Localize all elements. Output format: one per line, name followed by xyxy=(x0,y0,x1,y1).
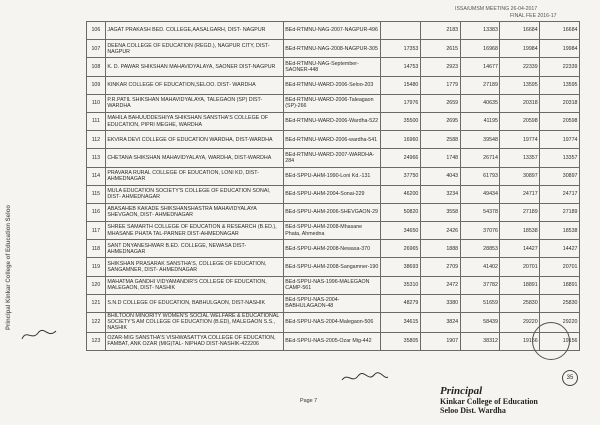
fee-col-5: 30897 xyxy=(540,167,580,185)
fee-col-4: 30897 xyxy=(500,167,540,185)
fee-col-1: 14753 xyxy=(381,58,421,76)
fee-col-4: 29220 xyxy=(500,313,540,333)
fee-col-4: 19156 xyxy=(500,332,540,350)
principal-college: Kinkar College of Education xyxy=(440,397,538,406)
fee-col-4: 19984 xyxy=(500,40,540,58)
fee-col-5: 25830 xyxy=(540,294,580,312)
institution-code: BEd-SPPU-AHM-2008-Mhasane Phata, Ahmedna xyxy=(283,222,380,240)
row-serial: 113 xyxy=(87,149,106,167)
institution-name: CHETANA SHIKSHAN MAHAVIDYALAYA, WARDHA, DIST-WARDHA xyxy=(105,149,283,167)
institution-name: SANT DNYANESHWAR B.ED. COLLEGE, NEWASA DIST-AHMEDNAGAR xyxy=(105,240,283,258)
fee-col-3: 49434 xyxy=(460,185,500,203)
fee-col-2: 2923 xyxy=(420,58,460,76)
fee-col-4: 13357 xyxy=(500,149,540,167)
fee-col-3: 26714 xyxy=(460,149,500,167)
fee-col-3: 51659 xyxy=(460,294,500,312)
fee-col-2: 1888 xyxy=(420,240,460,258)
fee-col-3: 13383 xyxy=(460,22,500,40)
fee-col-4: 18538 xyxy=(500,222,540,240)
institution-name: S.N.D COLLEGE OF EDUCATION, BABHULGAON, DIST-NASHIK xyxy=(105,294,283,312)
institution-code: BEd-RTMNU-NAG-2008-NAGPUR-305 xyxy=(283,40,380,58)
fee-col-1: 26965 xyxy=(381,240,421,258)
table-row xyxy=(87,131,580,149)
fee-col-5: 18891 xyxy=(540,276,580,294)
institution-name: OZAR-MIG SANSTHA'S VISHWASATTYA COLLEGE OF EDUCATION, FAMBAT, ANK OZAR (MIG)TAL- NIPHAD DIST-NASHIK-422206 xyxy=(105,332,283,350)
institution-name: SHREE SAMARTH COLLEGE OF EDUCATION & RESEARCH (B.ED.), MHASANE PHATA TAL-PARNER DIST-AHMEDNAGAR xyxy=(105,222,283,240)
fee-table-body xyxy=(87,22,580,351)
fee-col-2: 2615 xyxy=(420,40,460,58)
row-serial: 123 xyxy=(87,332,106,350)
institution-code: BEd-SPPU-NAS-2004-BABHULAGAON-48 xyxy=(283,294,380,312)
fee-col-3: 37782 xyxy=(460,276,500,294)
table-row xyxy=(87,112,580,130)
fee-col-5: 18538 xyxy=(540,222,580,240)
fee-col-5: 19984 xyxy=(540,40,580,58)
institution-name: MAHATMA GANDHI VIDYAMANDIR'S COLLEGE OF EDUCATION, MALEGAON, DIST- NASHIK xyxy=(105,276,283,294)
table-row xyxy=(87,22,580,40)
institution-name: BHILTOON MINORITY WOMEN'S SOCIAL WELFARE & EDUCATIONAL SOCIETY'S AM COLLEGE OF EDUCATION (B.ED), MALEGAON S.S., NASHIK xyxy=(105,313,283,333)
fee-col-1: 48279 xyxy=(381,294,421,312)
fee-col-2: 2426 xyxy=(420,222,460,240)
fee-col-3: 40635 xyxy=(460,94,500,112)
fee-col-2: 2472 xyxy=(420,276,460,294)
fee-col-1: 15480 xyxy=(381,76,421,94)
table-row xyxy=(87,40,580,58)
institution-name: K. D. PAWAR SHIKSHAN MAHAVIDYALAYA, SAONER DIST-NAGPUR xyxy=(105,58,283,76)
table-row xyxy=(87,222,580,240)
fee-col-4: 16684 xyxy=(500,22,540,40)
row-serial: 106 xyxy=(87,22,106,40)
fee-col-2: 1779 xyxy=(420,76,460,94)
page-circle-number: 35 xyxy=(562,370,578,386)
fee-col-4: 14427 xyxy=(500,240,540,258)
institution-name: P.R.PATIL SHIKSHAN MAHAVIDYALAYA, TALEGAON (SP) DIST- WARDHA xyxy=(105,94,283,112)
institution-name: DEENA COLLEGE OF EDUCATION (REGD.), NAGPUR CITY, DIST-NAGPUR xyxy=(105,40,283,58)
round-seal xyxy=(532,322,570,360)
fee-col-5: 20318 xyxy=(540,94,580,112)
institution-name: SHIKSHAN PRASARAK SANSTHA'S, COLLEGE OF EDUCATION, SANGAMNER, DIST- AHMEDNAGAR xyxy=(105,258,283,276)
fee-col-5: 27189 xyxy=(540,203,580,221)
fee-col-1: 17976 xyxy=(381,94,421,112)
row-serial: 115 xyxy=(87,185,106,203)
fee-col-3: 38312 xyxy=(460,332,500,350)
institution-code: BEd-SPPU-NAS-2005-Ozar Mig-442 xyxy=(283,332,380,350)
fee-col-1 xyxy=(381,22,421,40)
fee-col-5: 13357 xyxy=(540,149,580,167)
row-serial: 109 xyxy=(87,76,106,94)
row-serial: 121 xyxy=(87,294,106,312)
fee-col-2: 3558 xyxy=(420,203,460,221)
table-row xyxy=(87,94,580,112)
institution-code: BEd-SPPU-AHM-2008-Sangamner-190 xyxy=(283,258,380,276)
fee-col-3: 58439 xyxy=(460,313,500,333)
fee-col-4: 24717 xyxy=(500,185,540,203)
row-serial: 122 xyxy=(87,313,106,333)
row-serial: 107 xyxy=(87,40,106,58)
principal-location: Seloo Dist. Wardha xyxy=(440,406,506,415)
institution-code: BEd-SPPU-AHM-2008-Newasa-370 xyxy=(283,240,380,258)
fee-col-1: 46200 xyxy=(381,185,421,203)
institution-name: ABASAHEB KAKADE SHIKSHANSHASTRA MAHAVIDYALAYA SHEVGAON, DIST- AHMEDNAGAR xyxy=(105,203,283,221)
table-row xyxy=(87,258,580,276)
row-serial: 114 xyxy=(87,167,106,185)
final-fee-header: FINAL FEE 2016-17 xyxy=(510,13,557,19)
meeting-header: ISSA/UMSM MEETING 26-04-2017 xyxy=(455,6,538,12)
fee-col-4: 20701 xyxy=(500,258,540,276)
fee-col-5: 20598 xyxy=(540,112,580,130)
row-serial: 120 xyxy=(87,276,106,294)
row-serial: 112 xyxy=(87,131,106,149)
row-serial: 110 xyxy=(87,94,106,112)
fee-col-1: 35500 xyxy=(381,112,421,130)
institution-code: BEd-RTMNU-WARD-2006-Seloo-203 xyxy=(283,76,380,94)
institution-code: BEd-SPPU-AHM-2006-SHEVGAON-29 xyxy=(283,203,380,221)
row-serial: 116 xyxy=(87,203,106,221)
fee-col-3: 37076 xyxy=(460,222,500,240)
row-serial: 118 xyxy=(87,240,106,258)
fee-col-3: 41195 xyxy=(460,112,500,130)
signature-2 xyxy=(20,325,60,345)
fee-col-3: 14677 xyxy=(460,58,500,76)
institution-code: BEd-SPPU-AHM-2004-Sonai-229 xyxy=(283,185,380,203)
fee-col-3: 28853 xyxy=(460,240,500,258)
table-row xyxy=(87,332,580,350)
institution-name: KINKAR COLLEGE OF EDUCATION,SELOO. DIST- WARDHA xyxy=(105,76,283,94)
fee-col-2: 3234 xyxy=(420,185,460,203)
fee-col-4: 27189 xyxy=(500,203,540,221)
fee-col-4: 20318 xyxy=(500,94,540,112)
fee-col-1: 17353 xyxy=(381,40,421,58)
fee-col-3: 27189 xyxy=(460,76,500,94)
fee-col-5: 20701 xyxy=(540,258,580,276)
fee-col-3: 41402 xyxy=(460,258,500,276)
fee-col-2: 2709 xyxy=(420,258,460,276)
side-stamp: Principal Kinkar College of Education Seloo xyxy=(6,204,12,330)
table-row xyxy=(87,276,580,294)
institution-code: BEd-RTMNU-NAG-2007-NAGPUR-496 xyxy=(283,22,380,40)
row-serial: 119 xyxy=(87,258,106,276)
fee-col-2: 3380 xyxy=(420,294,460,312)
fee-col-3: 39548 xyxy=(460,131,500,149)
fee-col-5: 13595 xyxy=(540,76,580,94)
fee-col-5: 14427 xyxy=(540,240,580,258)
fee-col-3: 16968 xyxy=(460,40,500,58)
fee-col-4: 13595 xyxy=(500,76,540,94)
fee-col-1: 24966 xyxy=(381,149,421,167)
table-row xyxy=(87,149,580,167)
fee-col-5: 22339 xyxy=(540,58,580,76)
fee-col-4: 19774 xyxy=(500,131,540,149)
fee-col-2: 2588 xyxy=(420,131,460,149)
fee-col-1: 35805 xyxy=(381,332,421,350)
institution-code: BEd-RTMNU-WARD-2007-WARDHA-284 xyxy=(283,149,380,167)
table-row xyxy=(87,76,580,94)
table-row xyxy=(87,240,580,258)
institution-code: BEd-SPPU-NAS-1996-MALEGAON CAMP-561 xyxy=(283,276,380,294)
fee-col-4: 22339 xyxy=(500,58,540,76)
fee-col-4: 20598 xyxy=(500,112,540,130)
fee-col-1: 16960 xyxy=(381,131,421,149)
institution-name: MULA EDUCATION SOCIETY'S COLLEGE OF EDUCATION SONAI, DIST- AHMEDNAGAR xyxy=(105,185,283,203)
row-serial: 111 xyxy=(87,112,106,130)
fee-col-1: 35310 xyxy=(381,276,421,294)
fee-col-2: 1907 xyxy=(420,332,460,350)
fee-col-5: 16684 xyxy=(540,22,580,40)
institution-name: MAHILA BAHUUDDESHIYA SHIKSHAN SANSTHA'S COLLEGE OF EDUCATION, PIPRI MEGHE, WARDHA xyxy=(105,112,283,130)
row-serial: 108 xyxy=(87,58,106,76)
fee-col-2: 2183 xyxy=(420,22,460,40)
signature-1 xyxy=(340,370,390,386)
institution-code: BEd-SPPU-NAS-2004-Malegaon-506 xyxy=(283,313,380,333)
fee-col-2: 1748 xyxy=(420,149,460,167)
principal-stamp xyxy=(440,385,538,415)
fee-col-1: 38693 xyxy=(381,258,421,276)
institution-code: BEd-RTMNU-WARD-2006-Wardha-522 xyxy=(283,112,380,130)
table-row xyxy=(87,313,580,333)
fee-col-4: 25830 xyxy=(500,294,540,312)
fee-col-2: 2659 xyxy=(420,94,460,112)
institution-code: BEd-RTMNU-NAG-September-SAONER-448 xyxy=(283,58,380,76)
institution-name: PRAVARA RURAL COLLEGE OF EDUCATION, LONI KD, DIST-AHMEDNAGAR xyxy=(105,167,283,185)
fee-col-3: 54378 xyxy=(460,203,500,221)
fee-col-1: 34650 xyxy=(381,222,421,240)
table-row xyxy=(87,58,580,76)
institution-code: BEd-RTMNU-WARD-2006-Taleagaon (SP)-266 xyxy=(283,94,380,112)
page-number: Page 7 xyxy=(300,398,318,404)
table-row xyxy=(87,203,580,221)
institution-code: BEd-SPPU-AHM-1990-Loni Kd.-131 xyxy=(283,167,380,185)
fee-col-2: 4043 xyxy=(420,167,460,185)
fee-col-2: 3824 xyxy=(420,313,460,333)
fee-col-2: 2695 xyxy=(420,112,460,130)
institution-name: JAGAT PRAKASH BED. COLLEGE,AASALGARH, DIST- NAGPUR xyxy=(105,22,283,40)
fee-col-1: 37750 xyxy=(381,167,421,185)
table-row xyxy=(87,294,580,312)
row-serial: 117 xyxy=(87,222,106,240)
principal-title: Principal xyxy=(440,385,483,397)
fee-col-1: 34615 xyxy=(381,313,421,333)
fee-col-3: 61793 xyxy=(460,167,500,185)
fee-col-5: 19774 xyxy=(540,131,580,149)
fee-col-5: 24717 xyxy=(540,185,580,203)
fee-col-5: 19156 xyxy=(540,332,580,350)
table-row xyxy=(87,167,580,185)
fee-col-5: 29220 xyxy=(540,313,580,333)
fee-col-4: 18891 xyxy=(500,276,540,294)
fee-table xyxy=(86,21,580,351)
fee-col-1: 50820 xyxy=(381,203,421,221)
institution-name: EKVIRA DEVI COLLEGE OF EDUCATION WARDHA, DIST-WARDHA xyxy=(105,131,283,149)
table-row xyxy=(87,185,580,203)
institution-code: BEd-RTMNU-WARD-2006-wardha-541 xyxy=(283,131,380,149)
